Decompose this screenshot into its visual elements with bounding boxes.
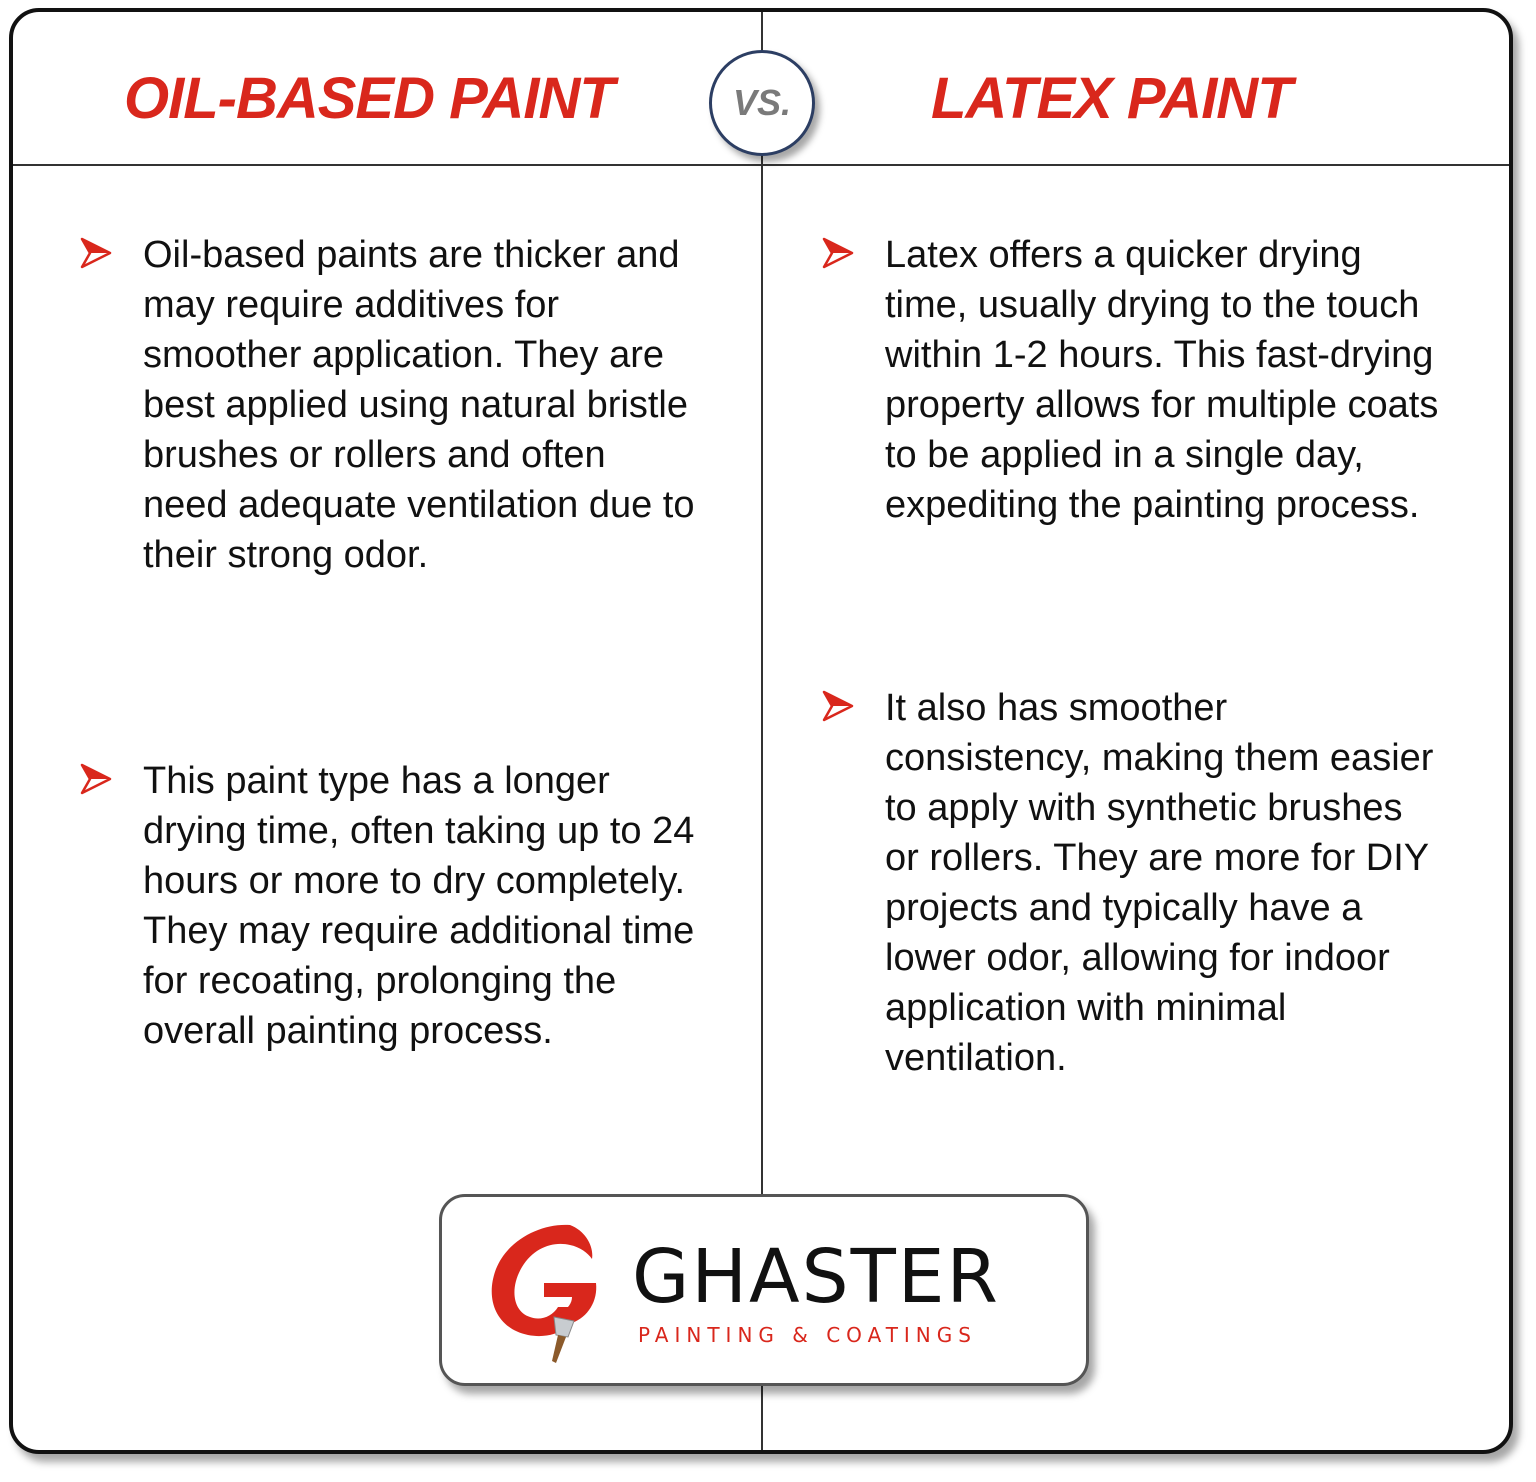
brand-name: GHASTER bbox=[632, 1234, 1000, 1320]
latex-point-2 bbox=[821, 683, 1441, 1083]
latex-point-1-text: Latex offers a quicker drying time, usually drying to the touch within 1-2 hours. This fast-drying property allows for multiple coats to be applied in a single day, expediting the painting process. bbox=[885, 234, 1439, 526]
arrowhead-bullet-icon bbox=[79, 236, 113, 270]
oil-point-2 bbox=[79, 756, 699, 1056]
vs-label: VS. bbox=[732, 82, 792, 123]
arrowhead-bullet-icon bbox=[821, 689, 855, 723]
ghaster-logo-box bbox=[439, 1194, 1089, 1386]
latex-point-2-text: It also has smoother consistency, making them easier to apply with synthetic brushes or rollers. They are more for DIY projects and typically have a lower odor, allowing for indoor application with minimal ventilation. bbox=[885, 687, 1434, 1079]
arrowhead-bullet-icon bbox=[79, 762, 113, 796]
oil-point-1-text: Oil-based paints are thicker and may require additives for smoother application. They are best applied using natural bristle brushes or rollers and often need adequate ventilation due to their strong odor. bbox=[143, 234, 695, 576]
arrowhead-bullet-icon bbox=[821, 236, 855, 270]
oil-based-paint-title: OIL-BASED PAINT bbox=[124, 66, 614, 131]
oil-point-2-text: This paint type has a longer drying time, often taking up to 24 hours or more to dry completely. They may require additional time for recoating, prolonging the overall painting process. bbox=[143, 760, 695, 1052]
latex-paint-title: LATEX PAINT bbox=[931, 66, 1292, 131]
oil-point-1 bbox=[79, 230, 699, 580]
vs-badge bbox=[709, 50, 815, 156]
brand-tagline: PAINTING & COATINGS bbox=[638, 1323, 977, 1347]
comparison-card bbox=[9, 8, 1513, 1454]
latex-point-1 bbox=[821, 230, 1441, 530]
paintbrush-g-logo bbox=[484, 1217, 614, 1367]
